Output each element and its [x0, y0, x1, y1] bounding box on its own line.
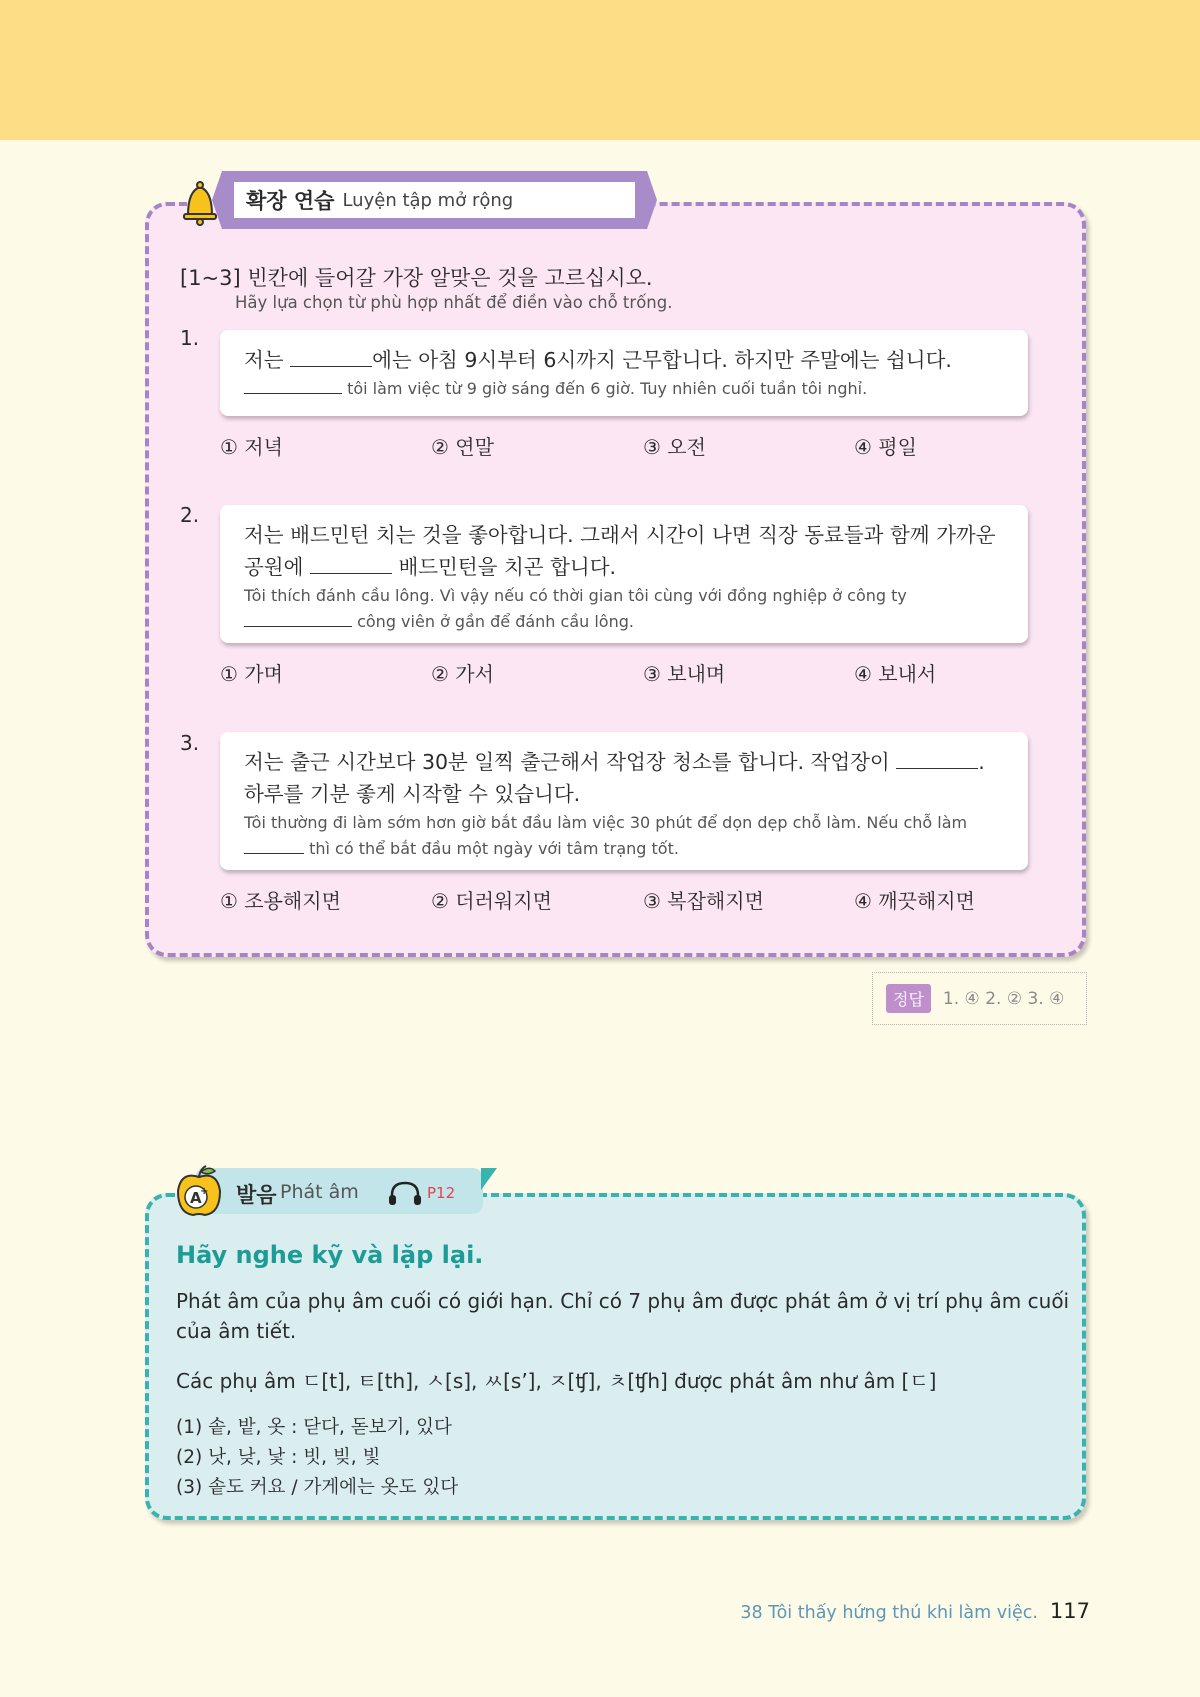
- question-3-ko-part2: . 하루를 기분 좋게 시작할 수 있습니다.: [244, 750, 985, 806]
- question-2-vi-part2: công viên ở gần để đánh cầu lông.: [352, 612, 634, 631]
- question-1-card: [220, 330, 1028, 416]
- pronunciation-example-1: (1) 솥, 밭, 옷 : 닫다, 돋보기, 있다: [176, 1417, 452, 1438]
- pronunciation-paragraph-1: Phát âm của phụ âm cuối có giới hạn. Chỉ có 7 phụ âm được phát âm ở vị trí phụ âm cuối của âm tiết.: [176, 1289, 1070, 1343]
- question-2-text-ko: [244, 519, 1006, 583]
- question-3-vi-blank: [244, 853, 304, 854]
- question-3-vi-part2: thì có thể bắt đầu một ngày với tâm trạng tốt.: [304, 839, 679, 858]
- top-color-band: [0, 0, 1200, 140]
- question-1-text-vi: [244, 376, 1006, 402]
- apple-icon: [173, 1163, 225, 1219]
- question-3-vi-part1: Tôi thường đi làm sớm hơn giờ bắt đầu làm việc 30 phút để dọn dẹp chỗ làm. Nếu chỗ làm: [244, 813, 968, 832]
- question-3-option-1[interactable]: ① 조용해지면: [220, 889, 341, 913]
- question-2-option-4[interactable]: ④ 보내서: [854, 662, 937, 686]
- question-1-ko-part1: 저는: [244, 348, 291, 372]
- svg-text:A: A: [190, 1189, 202, 1207]
- pronunciation-heading: Hãy nghe kỹ và lặp lại.: [176, 1241, 484, 1269]
- question-1-option-3[interactable]: ③ 오전: [643, 435, 706, 459]
- answer-text: 1. ④ 2. ② 3. ④: [942, 988, 1065, 1009]
- page-number: 117: [1049, 1599, 1090, 1623]
- answer-label: 정답: [886, 984, 931, 1013]
- audio-track-ref[interactable]: P12: [427, 1184, 456, 1202]
- question-2-vi-blank: [244, 626, 352, 627]
- question-3-ko-part1: 저는 출근 시간보다 30분 일찍 출근해서 작업장 청소를 합니다. 작업장이: [244, 750, 897, 774]
- pronunciation-tab-tip: [481, 1168, 497, 1190]
- question-1-text-ko: [244, 344, 1006, 376]
- question-3-text-ko: [244, 746, 1006, 810]
- lesson-title: 38 Tôi thấy hứng thú khi làm việc.: [740, 1603, 1038, 1623]
- question-1-number: 1.: [180, 326, 200, 350]
- question-3-option-4[interactable]: ④ 깨끗해지면: [854, 889, 975, 913]
- page-footer: [740, 1599, 1090, 1623]
- svg-text:+: +: [200, 1186, 209, 1197]
- practice-title-banner: [222, 171, 647, 229]
- pronunciation-example-2: (2) 낫, 낮, 낯 : 빗, 빚, 빛: [176, 1447, 381, 1468]
- question-2-vi-part1: Tôi thích đánh cầu lông. Vì vậy nếu có thời gian tôi cùng với đồng nghiệp ở công ty: [244, 586, 907, 605]
- question-1-option-2[interactable]: ② 연말: [431, 435, 494, 459]
- question-1-option-4[interactable]: ④ 평일: [854, 435, 917, 459]
- pronunciation-title-vi: Phát âm: [280, 1181, 359, 1203]
- question-3-text-vi: [244, 810, 1006, 862]
- question-2-option-2[interactable]: ② 가서: [431, 662, 494, 686]
- question-1-ko-part2: 에는 아침 9시부터 6시까지 근무합니다. 하지만 주말에는 쉽니다.: [372, 348, 952, 372]
- practice-title-ko: 확장 연습: [246, 189, 335, 213]
- question-3-blank: [896, 768, 978, 769]
- question-2-blank: [310, 573, 392, 574]
- question-1-blank: [290, 366, 372, 367]
- question-1-option-1[interactable]: ① 저녁: [220, 435, 283, 459]
- question-2-ko-part1: 저는 배드민턴 치는 것을 좋아합니다. 그래서 시간이 나면 직장 동료들과 함께 가까운 공원에: [244, 523, 996, 579]
- headphone-icon[interactable]: [388, 1180, 422, 1206]
- question-3-card: [220, 732, 1028, 870]
- question-2-option-3[interactable]: ③ 보내며: [643, 662, 726, 686]
- question-3-number: 3.: [180, 731, 200, 755]
- question-1-vi-part1: tôi làm việc từ 9 giờ sáng đến 6 giờ. Tuy nhiên cuối tuần tôi nghỉ.: [342, 379, 868, 398]
- question-1-vi-blank: [244, 393, 342, 394]
- instruction-ko: [1~3] 빈칸에 들어갈 가장 알맞은 것을 고르십시오.: [180, 266, 653, 290]
- question-2-option-1[interactable]: ① 가며: [220, 662, 283, 686]
- question-2-text-vi: [244, 583, 1006, 635]
- question-3-option-3[interactable]: ③ 복잡해지면: [643, 889, 764, 913]
- question-2-ko-part2: 배드민턴을 치곤 합니다.: [391, 555, 617, 579]
- question-2-card: [220, 505, 1028, 643]
- pronunciation-example-3: (3) 솥도 커요 / 가게에는 옷도 있다: [176, 1477, 459, 1498]
- question-3-option-2[interactable]: ② 더러워지면: [431, 889, 552, 913]
- practice-title-vi: Luyện tập mở rộng: [342, 189, 514, 211]
- pronunciation-paragraph-2: Các phụ âm ㄷ[t], ㅌ[th], ㅅ[s], ㅆ[s’], ㅈ[ʧ], ㅊ[ʧh] được phát âm như âm [ㄷ]: [176, 1369, 937, 1393]
- instruction-vi: Hãy lựa chọn từ phù hợp nhất để điền vào chỗ trống.: [235, 293, 673, 312]
- answer-box: [872, 972, 1087, 1025]
- pronunciation-title-ko: 발음: [236, 1183, 277, 1207]
- question-2-number: 2.: [180, 503, 200, 527]
